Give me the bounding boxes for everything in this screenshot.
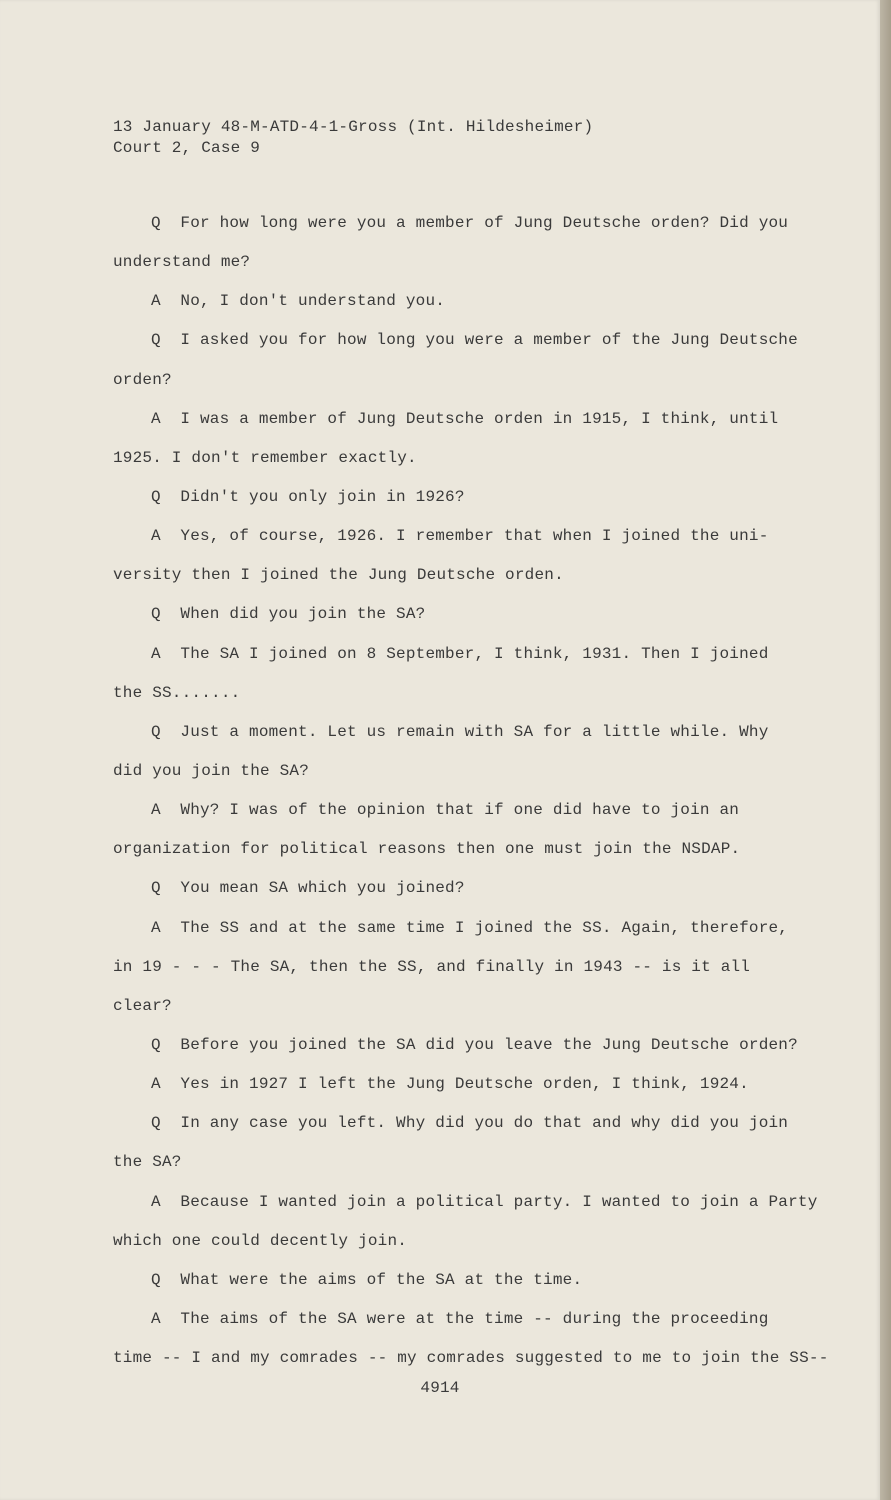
continuation-line: clear? bbox=[113, 996, 172, 1015]
question-line: Q When did you join the SA? bbox=[151, 605, 426, 624]
continuation-line: time -- I and my comrades -- my comrades suggested to me to join the SS-- bbox=[113, 1349, 829, 1368]
continuation-line: did you join the SA? bbox=[113, 761, 310, 780]
answer-line: A The SA I joined on 8 September, I think, 1931. Then I joined bbox=[151, 644, 769, 663]
header-date-reference: 13 January 48-M-ATD-4-1-Gross (Int. Hildesheimer) bbox=[113, 118, 594, 136]
header-court-case: Court 2, Case 9 bbox=[113, 139, 261, 157]
continuation-line: organization for political reasons then one must join the NSDAP. bbox=[113, 840, 741, 859]
question-line: Q Didn't you only join in 1926? bbox=[151, 487, 465, 506]
answer-line: A Yes in 1927 I left the Jung Deutsche orden, I think, 1924. bbox=[151, 1075, 749, 1094]
question-line: Q I asked you for how long you were a member of the Jung Deutsche bbox=[151, 331, 798, 350]
paper-edge bbox=[880, 0, 891, 1500]
question-line: Q Before you joined the SA did you leave the Jung Deutsche orden? bbox=[151, 1035, 798, 1054]
question-line: Q What were the aims of the SA at the time. bbox=[151, 1270, 583, 1289]
answer-line: A The SS and at the same time I joined the SS. Again, therefore, bbox=[151, 918, 789, 937]
continuation-line: in 19 - - - The SA, then the SS, and finally in 1943 -- is it all bbox=[113, 957, 751, 976]
answer-line: A Yes, of course, 1926. I remember that when I joined the uni- bbox=[151, 527, 769, 546]
continuation-line: the SA? bbox=[113, 1153, 182, 1172]
continuation-line: versity then I joined the Jung Deutsche orden. bbox=[113, 566, 564, 585]
transcript-body bbox=[113, 209, 833, 1383]
question-line: Q For how long were you a member of Jung Deutsche orden? Did you bbox=[151, 214, 789, 232]
page-number: 4914 bbox=[420, 1379, 460, 1397]
answer-line: A Why? I was of the opinion that if one did have to join an bbox=[151, 801, 740, 820]
continuation-line: the SS....... bbox=[113, 683, 241, 702]
document-header bbox=[113, 117, 593, 159]
question-line: Q In any case you left. Why did you do that and why did you join bbox=[151, 1114, 789, 1133]
continuation-line: understand me? bbox=[113, 253, 251, 272]
question-line: Q Just a moment. Let us remain with SA for a little while. Why bbox=[151, 722, 769, 741]
answer-line: A I was a member of Jung Deutsche orden in 1915, I think, until bbox=[151, 409, 779, 428]
continuation-line: which one could decently join. bbox=[113, 1231, 408, 1250]
continuation-line: orden? bbox=[113, 370, 172, 389]
question-line: Q You mean SA which you joined? bbox=[151, 879, 465, 898]
continuation-line: 1925. I don't remember exactly. bbox=[113, 448, 417, 467]
answer-line: A The aims of the SA were at the time -- during the proceeding bbox=[151, 1309, 769, 1328]
answer-line: A No, I don't understand you. bbox=[151, 292, 446, 311]
answer-line: A Because I wanted join a political party. I wanted to join a Party bbox=[151, 1192, 818, 1211]
